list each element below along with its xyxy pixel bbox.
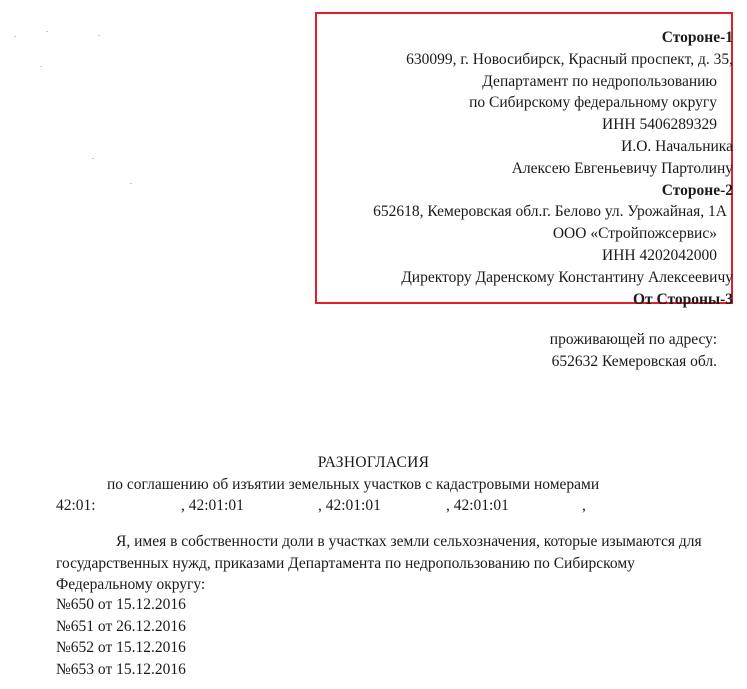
cadastral-number: , bbox=[582, 497, 586, 514]
orders-list bbox=[56, 594, 186, 680]
scan-speck bbox=[98, 35, 100, 36]
party1-inn: ИНН 5406289329 bbox=[602, 116, 717, 134]
document-subtitle: по соглашению об изъятии земельных участков с кадастровыми номерами bbox=[107, 476, 600, 493]
party2-address: 652618, Кемеровская обл.г. Белово ул. Урожайная, 1А bbox=[373, 203, 727, 221]
party1-org2: по Сибирскому федеральному округу bbox=[469, 94, 717, 112]
cadastral-number: , 42:01:01 bbox=[318, 497, 381, 514]
party1-position: И.О. Начальника bbox=[621, 137, 733, 155]
order-item: №653 от 15.12.2016 bbox=[56, 660, 186, 678]
party3-address-block bbox=[550, 329, 717, 372]
party2-label: Стороне-2 bbox=[661, 181, 733, 199]
cadastral-number: 42:01: bbox=[56, 497, 96, 514]
addressee-block bbox=[373, 27, 733, 310]
scan-speck bbox=[46, 31, 48, 32]
party2-org: ООО «Стройпожсервис» bbox=[552, 225, 717, 243]
party1-address: 630099, г. Новосибирск, Красный проспект, д. 35, bbox=[406, 50, 733, 68]
party2-inn: ИНН 4202042000 bbox=[602, 246, 717, 264]
party3-label: От Стороны-3 bbox=[632, 290, 733, 308]
scan-speck bbox=[14, 36, 16, 37]
document-title: РАЗНОГЛАСИЯ bbox=[317, 454, 430, 471]
cadastral-number: , 42:01:01 bbox=[181, 497, 244, 514]
cadastral-number: , 42:01:01 bbox=[446, 497, 509, 514]
scan-speck bbox=[40, 66, 42, 67]
order-item: №651 от 26.12.2016 bbox=[56, 617, 186, 635]
party1-label: Стороне-1 bbox=[661, 29, 733, 46]
body-text: Я, имея в собственности доли в участках земли сельхозначения, которые изымаются для государственных нужд, приказами Департамента по недропользованию по Сибирскому Федеральному округу: bbox=[56, 533, 702, 593]
party1-org: Департамент по недропользованию bbox=[482, 72, 717, 90]
party1-person: Алексею Евгеньевичу Партолину bbox=[511, 159, 733, 177]
party2-person: Директору Даренскому Константину Алексеевичу bbox=[401, 268, 733, 286]
scan-speck bbox=[92, 158, 94, 159]
order-item: №652 от 15.12.2016 bbox=[56, 639, 186, 656]
order-item: №650 от 15.12.2016 bbox=[56, 596, 186, 613]
scan-speck bbox=[130, 183, 132, 184]
body-paragraph bbox=[56, 531, 716, 596]
party3-address-label: проживающей по адресу: bbox=[549, 331, 717, 348]
party3-address: 652632 Кемеровская обл. bbox=[551, 352, 717, 370]
